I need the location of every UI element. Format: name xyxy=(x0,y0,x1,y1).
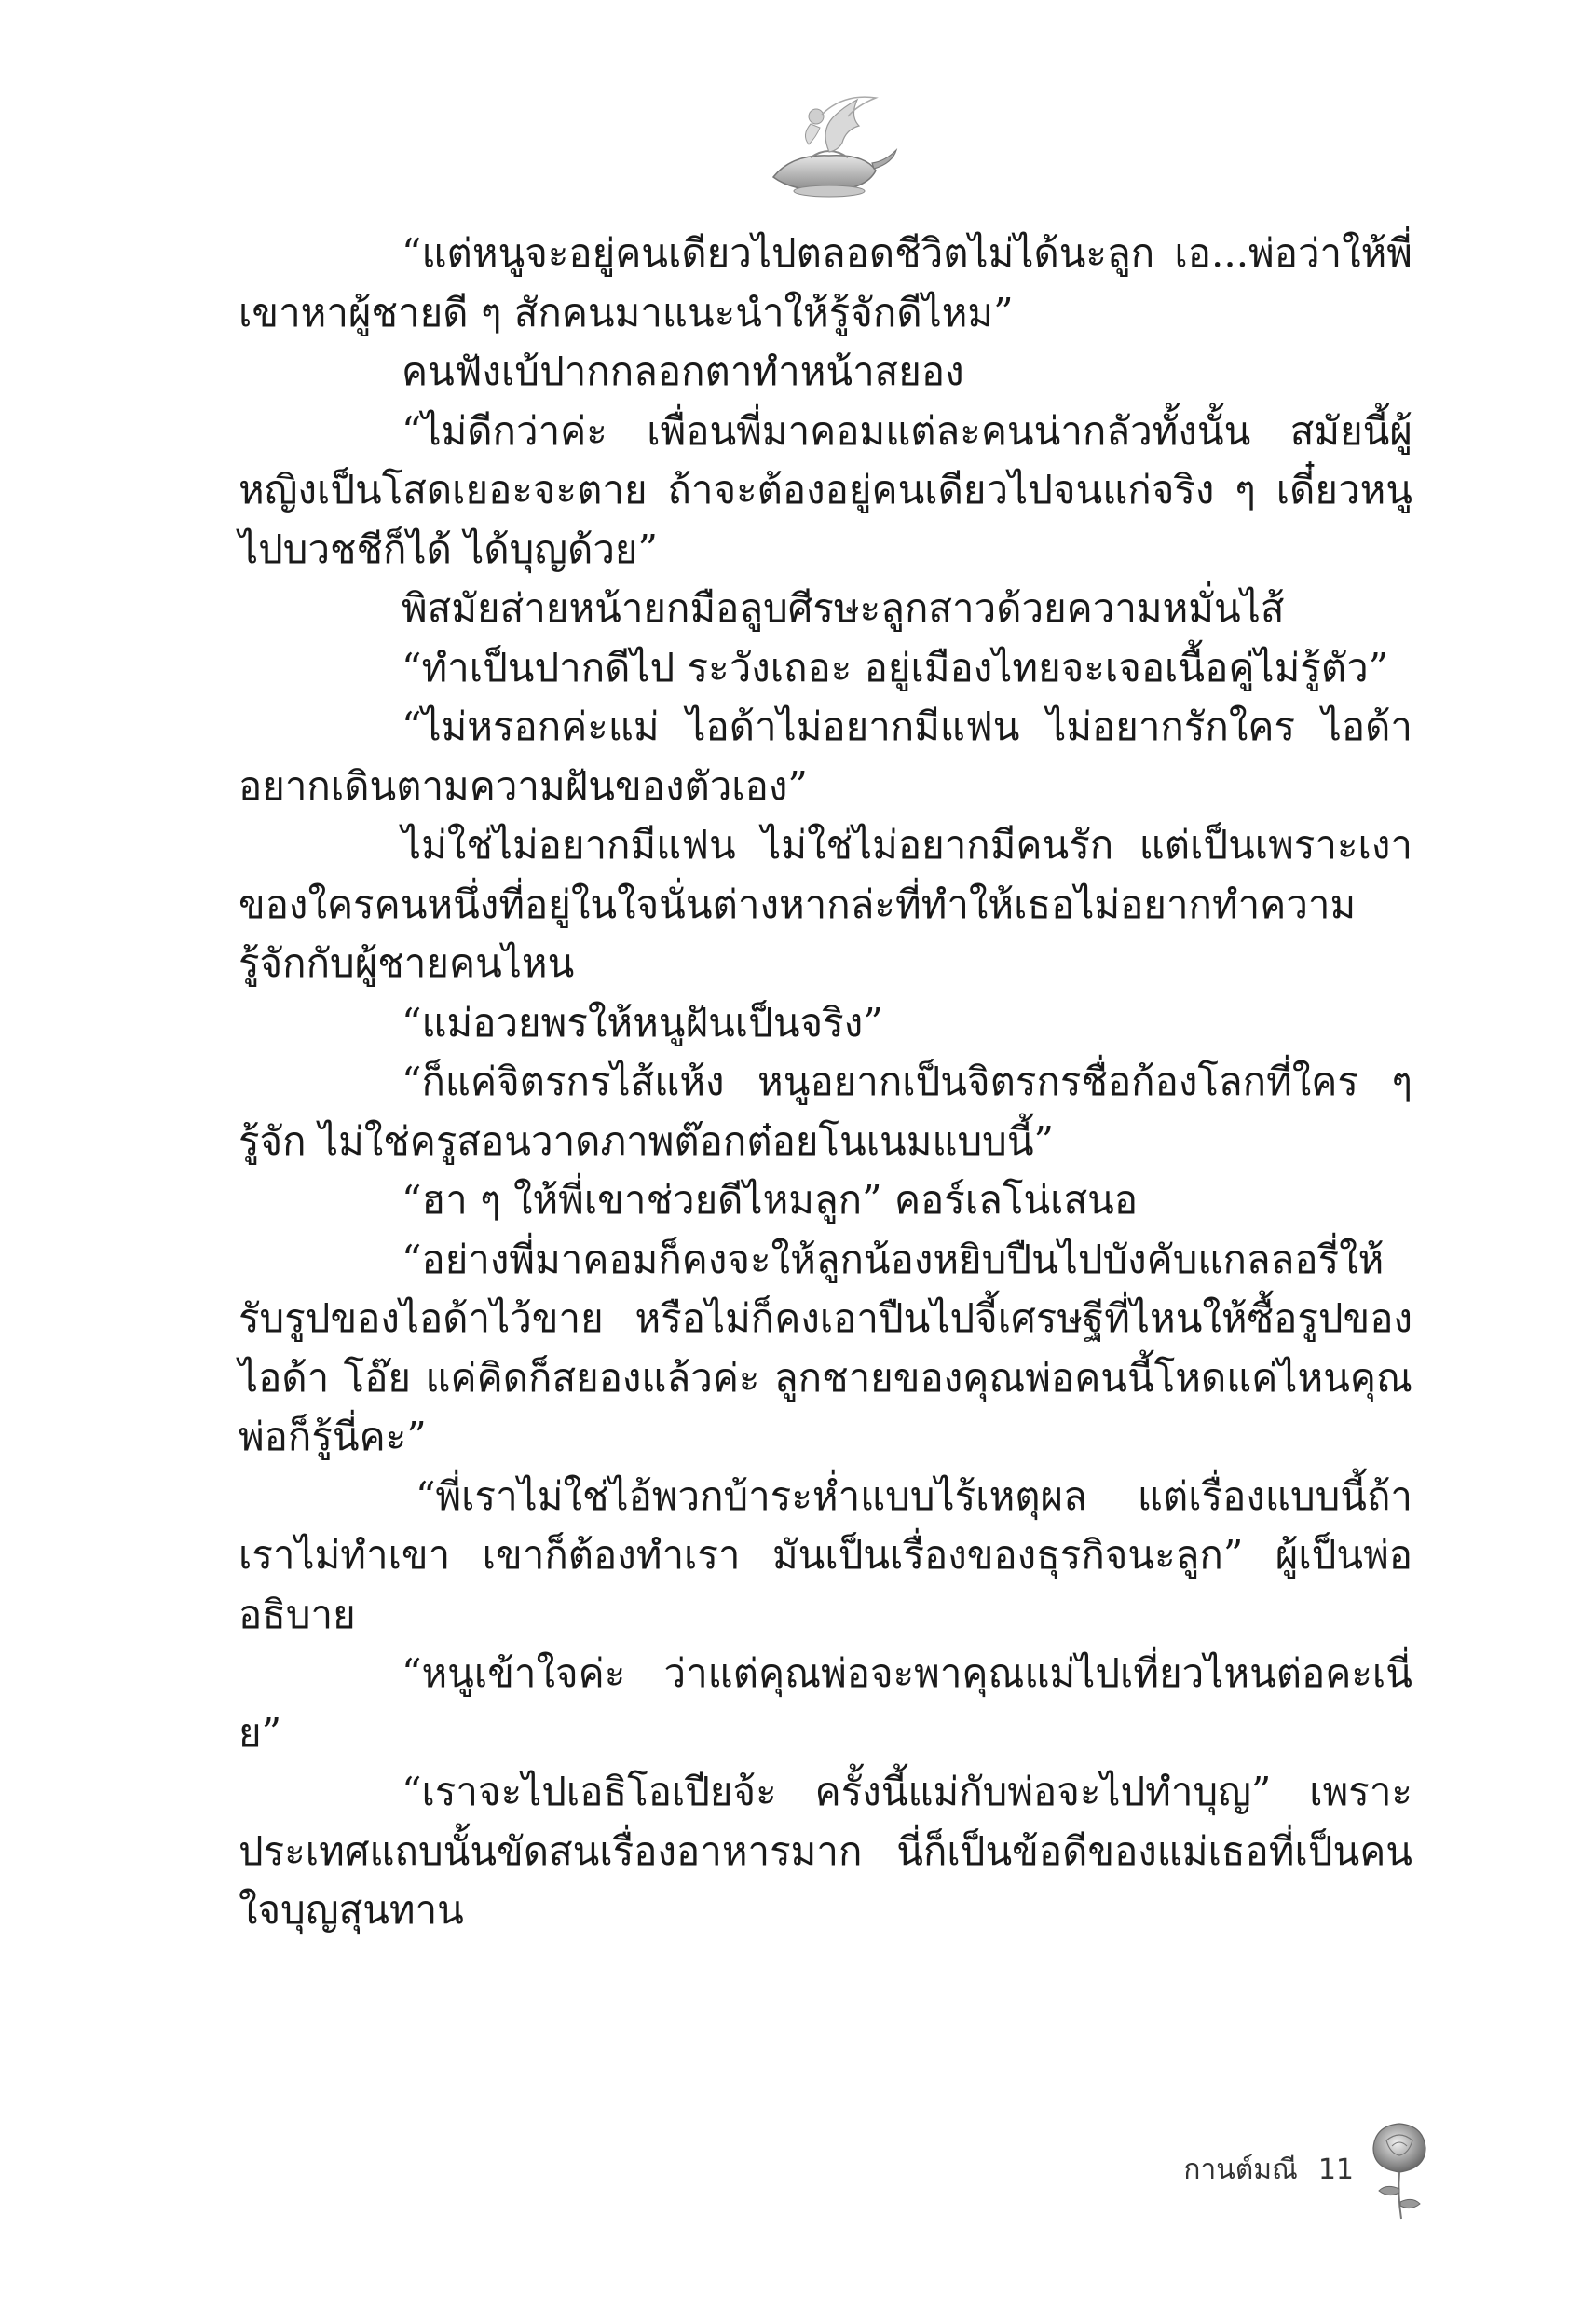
page-footer xyxy=(1183,2148,1354,2192)
rose-icon xyxy=(1368,2120,1431,2222)
paragraph: “ไม่ดีกว่าค่ะ เพื่อนพี่มาคอมแต่ละคนน่ากลัวทั้งนั้น สมัยนี้ผู้หญิงเป็นโสดเยอะจะตาย ถ้าจะต้องอยู่คนเดียวไปจนแก่จริง ๆ เดี๋ยวหนูไปบวชชีก็ได้ ได้บุญด้วย” xyxy=(239,407,1412,572)
page-number: 11 xyxy=(1317,2154,1354,2186)
paragraph: พิสมัยส่ายหน้ายกมือลูบศีรษะลูกสาวด้วยความหมั่นไส้ xyxy=(402,585,1285,631)
paragraph: ไม่ใช่ไม่อยากมีแฟน ไม่ใช่ไม่อยากมีคนรัก แต่เป็นเพราะเงาของใครคนหนึ่งที่อยู่ในใจนั่นต่างหากล่ะที่ทำให้เธอไม่อยากทำความรู้จักกับผู้ชายคนไหน xyxy=(239,822,1412,986)
paragraph: “ไม่หรอกค่ะแม่ ไอด้าไม่อยากมีแฟน ไม่อยากรักใคร ไอด้าอยากเดินตามความฝันของตัวเอง” xyxy=(239,704,1412,809)
paragraph: “พี่เราไม่ใช่ไอ้พวกบ้าระห่ำแบบไร้เหตุผล แต่เรื่องแบบนี้ถ้าเราไม่ทำเขา เขาก็ต้องทำเรา มันเป็นเรื่องของธุรกิจนะลูก” ผู้เป็นพ่ออธิบาย xyxy=(239,1472,1412,1637)
footer-author: กานต์มณี xyxy=(1183,2154,1298,2186)
paragraph: “ฮา ๆ ให้พี่เขาช่วยดีไหมลูก” คอร์เลโน่เสนอ xyxy=(402,1177,1139,1223)
paragraph: “ทำเป็นปากดีไป ระวังเถอะ อยู่เมืองไทยจะเจอเนื้อคู่ไม่รู้ตัว” xyxy=(402,644,1389,691)
paragraph: “เราจะไปเอธิโอเปียจ้ะ ครั้งนี้แม่กับพ่อจะไปทำบุญ” เพราะประเทศแถบนั้นขัดสนเรื่องอาหารมาก นี่ก็เป็นข้อดีของแม่เธอที่เป็นคนใจบุญสุนทาน xyxy=(239,1769,1412,1933)
paragraph: “ก็แค่จิตรกรไส้แห้ง หนูอยากเป็นจิตรกรชื่อก้องโลกที่ใคร ๆ รู้จัก ไม่ใช่ครูสอนวาดภาพต๊อกต๋อยโนเนมแบบนี้” xyxy=(239,1059,1412,1164)
paragraph: คนฟังเบ้ปากกลอกตาทำหน้าสยอง xyxy=(402,349,964,394)
paragraph: “หนูเข้าใจค่ะ ว่าแต่คุณพ่อจะพาคุณแม่ไปเที่ยวไหนต่อคะเนี่ย” xyxy=(239,1650,1412,1756)
paragraph: “แม่อวยพรให้หนูฝันเป็นจริง” xyxy=(402,999,883,1046)
story-text xyxy=(239,224,1412,1940)
paragraph: “แต่หนูจะอยู่คนเดียวไปตลอดชีวิตไม่ได้นะลูก เอ...พ่อว่าให้พี่เขาหาผู้ชายดี ๆ สักคนมาแนะนำให้รู้จักดีไหม” xyxy=(239,230,1412,335)
teapot-fairy-icon xyxy=(755,89,904,200)
paragraph: “อย่างพี่มาคอมก็คงจะให้ลูกน้องหยิบปืนไปบังคับแกลลอรี่ให้รับรูปของไอด้าไว้ขาย หรือไม่ก็คงเอาปืนไปจี้เศรษฐีที่ไหนให้ซื้อรูปของไอด้า โอ๊ย แค่คิดก็สยองแล้วค่ะ ลูกชายของคุณพ่อคนนี้โหดแค่ไหนคุณพ่อก็รู้นี่คะ” xyxy=(239,1236,1412,1459)
